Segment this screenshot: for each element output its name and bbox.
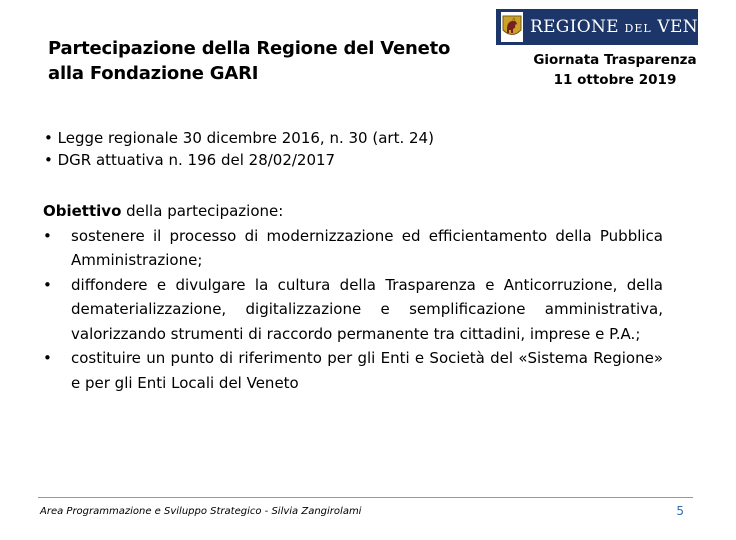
logo-word-del: DEL [624,22,652,35]
bullet-marker: • [43,226,52,245]
bullet-marker: • [43,275,52,294]
event-info [510,50,720,90]
regione-veneto-logo [496,9,736,45]
legal-references [44,127,684,171]
objective-list-item [43,224,663,273]
event-name: Giornata Trasparenza [533,52,697,68]
objective-list-item [43,346,663,395]
footer-divider [38,497,693,498]
footer-author: Area Programmazione e Sviluppo Strategico - Silvia Zangirolami [40,506,362,517]
bullet-marker: • [43,349,52,367]
event-date: 11 ottobre 2019 [553,72,677,88]
objective-heading-bold: Obiettivo [43,202,122,220]
objective-list [43,224,663,396]
logo-word-veneto: VENETO [657,17,736,37]
page-number: 5 [676,504,684,518]
objective-heading-rest: della partecipazione: [121,202,284,220]
legal-reference-item: • DGR attuativa n. 196 del 28/02/2017 [44,151,336,169]
objective-list-item [43,273,663,347]
slide-title-line-1: Partecipazione della Regione del Veneto [48,38,451,59]
objective-heading [43,199,663,224]
objective-section [43,199,663,395]
legal-reference-item: • Legge regionale 30 dicembre 2016, n. 30 (art. 24) [44,129,434,147]
logo-word-regione: REGIONE [530,17,619,37]
slide-title [48,36,478,86]
lion-of-st-mark-icon [501,12,523,42]
objective-item-text: sostenere il processo di modernizzazione ed efficientamento della Pubblica Amministrazione; [71,226,663,269]
logo-wordmark [530,17,736,37]
slide-title-line-2: alla Fondazione GARI [48,63,259,84]
objective-item-text: diffondere e divulgare la cultura della Trasparenza e Anticorruzione, della dematerializzazione, digitalizzazione e semplificazione amministrativa, valorizzando strumenti di raccordo permanente tra cittadini, imprese e P.A.; [71,275,663,343]
objective-item-text: costituire un punto di riferimento per gli Enti e Società del «Sistema Regione» e per gli Enti Locali del Veneto [71,349,663,392]
